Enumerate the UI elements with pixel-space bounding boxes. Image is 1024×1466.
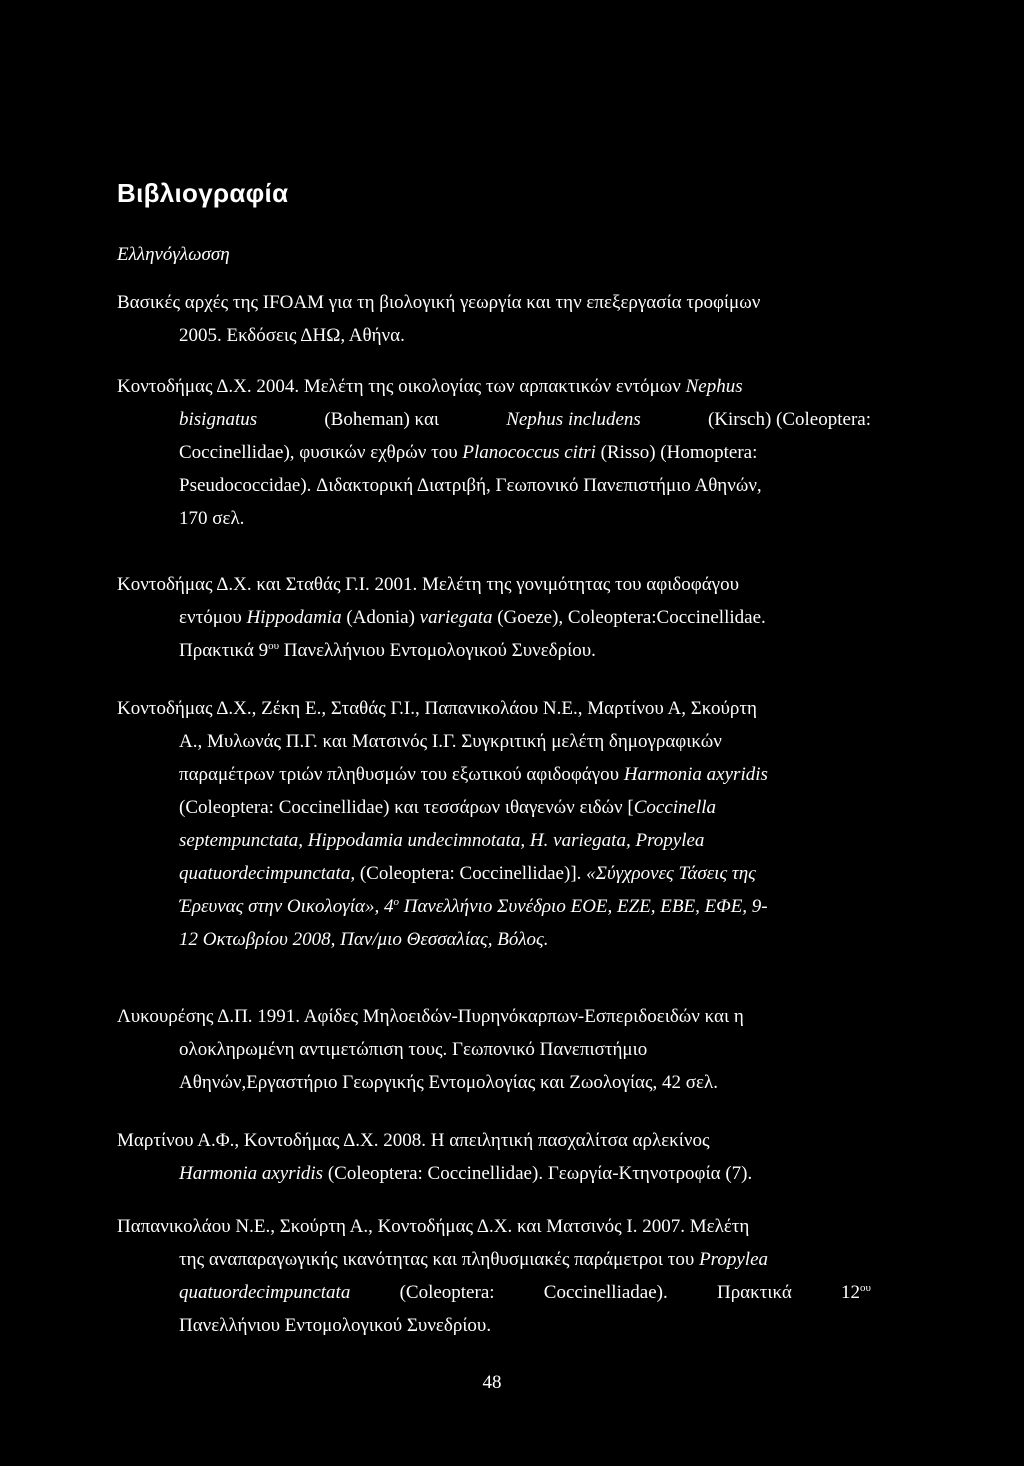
reference-entry	[117, 1000, 871, 1099]
reference-line: Harmonia axyridis (Coleoptera: Coccinellidae). Γεωργία-Κτηνοτροφία (7).	[179, 1163, 753, 1184]
reference-line: Μαρτίνου Α.Φ., Κοντοδήμας Δ.Χ. 2008. Η απειλητική πασχαλίτσα αρλεκίνος	[117, 1130, 710, 1151]
reference-line: Κοντοδήμας Δ.Χ., Ζέκη Ε., Σταθάς Γ.Ι., Παπανικολάου Ν.Ε., Μαρτίνου Α, Σκούρτη	[117, 698, 757, 719]
bibliography-heading: Βιβλιογραφία	[117, 178, 289, 208]
reference-line: Pseudococcidae). Διδακτορική Διατριβή, Γεωπονικό Πανεπιστήμιο Αθηνών,	[179, 475, 762, 496]
page-number: 48	[482, 1372, 502, 1393]
reference-entry	[117, 692, 871, 956]
section-subheading: Ελληνόγλωσση	[117, 244, 230, 265]
reference-line: παραμέτρων τριών πληθυσμών του εξωτικού αφιδοφάγου Harmonia axyridis	[179, 764, 768, 785]
reference-line: Α., Μυλωνάς Π.Γ. και Ματσινός Ι.Γ. Συγκριτική μελέτη δημογραφικών	[179, 731, 722, 752]
reference-line: Λυκουρέσης Δ.Π. 1991. Αφίδες Μηλοειδών-Πυρηνόκαρπων-Εσπεριδοειδών και η	[117, 1006, 744, 1027]
reference-line: Coccinellidae), φυσικών εχθρών του Planococcus citri (Risso) (Homoptera:	[179, 442, 758, 463]
reference-line: Παπανικολάου Ν.Ε., Σκούρτη Α., Κοντοδήμας Δ.Χ. και Ματσινός Ι. 2007. Μελέτη	[117, 1216, 750, 1237]
reference-line: septempunctata, Hippodamia undecimnotata, H. variegata, Propylea	[179, 830, 705, 851]
reference-line: Πανελλήνιου Εντομολογικού Συνεδρίου.	[179, 1315, 492, 1336]
reference-entry	[117, 568, 871, 667]
reference-line: 170 σελ.	[179, 508, 245, 529]
reference-line: quatuordecimpunctata, (Coleoptera: Coccinellidae)]. «Σύγχρονες Τάσεις της	[179, 863, 756, 884]
reference-line: quatuordecimpunctata (Coleoptera: Coccinelliadae). Πρακτικά $12^{o\upsilon}$	[179, 1282, 871, 1303]
reference-line: Κοντοδήμας Δ.Χ. 2004. Μελέτη της οικολογίας των αρπακτικών εντόμων Nephus	[117, 376, 743, 397]
reference-line: της αναπαραγωγικής ικανότητας και πληθυσμιακές παράμετροι του Propylea	[179, 1249, 769, 1270]
reference-entry	[117, 286, 871, 352]
reference-line: Πρακτικά $9^{o\upsilon}$ Πανελλήνιου Εντομολογικού Συνεδρίου.	[179, 640, 596, 661]
reference-line: 2005. Εκδόσεις ΔΗΩ, Αθήνα.	[179, 325, 405, 346]
reference-line: bisignatus (Boheman) και Nephus includens (Kirsch) (Coleoptera:	[179, 409, 871, 430]
reference-entry	[117, 370, 871, 535]
reference-line: Αθηνών,Εργαστήριο Γεωργικής Εντομολογίας και Ζωολογίας, 42 σελ.	[179, 1072, 718, 1093]
reference-entry	[117, 1210, 871, 1342]
reference-line: εντόμου Hippodamia (Adonia) variegata (Goeze), Coleoptera:Coccinellidae.	[179, 607, 766, 628]
reference-line: Κοντοδήμας Δ.Χ. και Σταθάς Γ.Ι. 2001. Μελέτη της γονιμότητας του αφιδοφάγου	[117, 574, 739, 595]
reference-line: 12 Οκτωβρίου 2008, Παν/μιο Θεσσαλίας, Βόλος.	[179, 929, 549, 950]
reference-line: Βασικές αρχές της IFOAM για τη βιολογική γεωργία και την επεξεργασία τροφίμων	[117, 292, 761, 313]
reference-line: (Coleoptera: Coccinellidae) και τεσσάρων ιθαγενών ειδών [Coccinella	[179, 797, 717, 818]
reference-entry	[117, 1124, 871, 1190]
reference-line: ολοκληρωμένη αντιμετώπιση τους. Γεωπονικό Πανεπιστήμιο	[179, 1039, 648, 1060]
reference-line: Έρευνας στην Οικολογία», $4^o$ Πανελλήνιο Συνέδριο ΕΟΕ, ΕΖΕ, ΕΒΕ, ΕΦΕ, 9-	[179, 896, 768, 917]
